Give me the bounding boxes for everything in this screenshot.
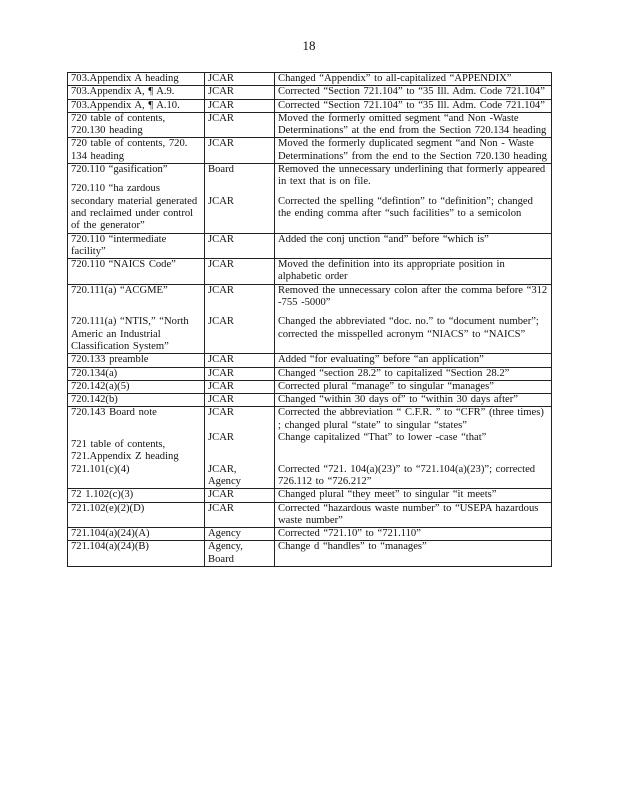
action-cell: Moved the formerly duplicated segment “and Non - Waste Determinations” from the end to the Section 720.130 heading [275,138,552,164]
section-cell: 720.142(a)(5) [68,380,205,393]
section-cell: 703.Appendix A heading [68,73,205,86]
source-cell: JCAR [205,112,275,138]
table-row [68,354,552,367]
table-row [68,73,552,86]
table-row [68,164,552,233]
source-cell: JCAR [205,138,275,164]
section-cell: 721.104(a)(24)(B) [68,541,205,567]
table-row [68,541,552,567]
changes-table [67,72,552,567]
table-row [68,489,552,502]
action-cell: Added the conj unction “and” before “which is” [275,233,552,259]
table-row [68,112,552,138]
action-cell: Changed plural “they meet” to singular “it meets” [275,489,552,502]
section-cell: 720.111(a) “ACGME” 720.111(a) “NTIS,” “North Americ an Industrial Classification System” [68,284,205,353]
section-cell: 720.110 “NAICS Code” [68,259,205,285]
source-cell: JCAR [205,354,275,367]
action-cell: Corrected “hazardous waste number” to “USEPA hazardous waste number” [275,502,552,528]
table-row [68,284,552,353]
source-cell: JCAR [205,489,275,502]
source-cell: JCAR [205,380,275,393]
source-cell: JCAR [205,367,275,380]
action-cell: Corrected “Section 721.104” to “35 Ill. Adm. Code 721.104” [275,99,552,112]
table-row [68,138,552,164]
action-cell: Change d “handles” to “manages” [275,541,552,567]
action-cell: Changed “Appendix” to all-capitalized “APPENDIX” [275,73,552,86]
table-row [68,528,552,541]
action-cell: Moved the formerly omitted segment “and Non -Waste Determinations” at the end from the Section 720.134 heading [275,112,552,138]
action-cell: Corrected “721.10” to “721.110” [275,528,552,541]
section-cell: 720.143 Board note 721 table of contents, 721.Appendix Z heading 721.101(c)(4) [68,407,205,489]
source-cell: JCAR [205,73,275,86]
table-row [68,502,552,528]
source-cell: Board JCAR [205,164,275,233]
section-cell: 720.133 preamble [68,354,205,367]
table-row [68,407,552,489]
table-row [68,380,552,393]
section-cell: 720 table of contents, 720.130 heading [68,112,205,138]
page-number: 18 [302,38,316,53]
action-cell: Changed “section 28.2” to capitalized “Section 28.2” [275,367,552,380]
section-cell: 721.102(e)(2)(D) [68,502,205,528]
action-cell: Corrected “Section 721.104” to “35 Ill. Adm. Code 721.104” [275,86,552,99]
table-row [68,394,552,407]
section-cell: 720.134(a) [68,367,205,380]
section-cell: 703.Appendix A, ¶ A.9. [68,86,205,99]
source-cell: Agency [205,528,275,541]
action-cell: Moved the definition into its appropriate position in alphabetic order [275,259,552,285]
table-row [68,367,552,380]
source-cell: JCAR [205,233,275,259]
section-cell: 720.110 “intermediate facility” [68,233,205,259]
source-cell: JCAR [205,99,275,112]
action-cell: Corrected plural “manage” to singular “manages” [275,380,552,393]
action-cell: Changed “within 30 days of” to “within 30 days after” [275,394,552,407]
source-cell: JCAR JCAR [205,284,275,353]
source-cell: JCAR [205,259,275,285]
source-cell: JCAR [205,394,275,407]
source-cell: JCAR [205,502,275,528]
section-cell: 720.142(b) [68,394,205,407]
action-cell: Added “for evaluating” before “an application” [275,354,552,367]
action-cell: Corrected the abbreviation “ C.F.R. ” to “CFR” (three times) ; changed plural “state” to singular “states” Change capitalized “That” to lower -case “that” Corrected “721. 104(a)(23)” to “721.104(a)(23)”; corrected 726.112 to “726.212” [275,407,552,489]
action-cell: Removed the unnecessary underlining that formerly appeared in text that is on file. Corrected the spelling “defintion” to “definition”; changed the ending comma after “such facilities” to a semicolon [275,164,552,233]
section-cell: 703.Appendix A, ¶ A.10. [68,99,205,112]
section-cell: 72 1.102(c)(3) [68,489,205,502]
action-cell: Removed the unnecessary colon after the comma before “312 -755 -5000” Changed the abbreviated “doc. no.” to “document number”; corrected the misspelled acronym “NIACS” to “NAICS” [275,284,552,353]
section-cell: 720.110 “gasification” 720.110 “ha zardous secondary material generated and reclaimed under control of the generator” [68,164,205,233]
table-row [68,99,552,112]
section-cell: 720 table of contents, 720. 134 heading [68,138,205,164]
table-row [68,259,552,285]
source-cell: JCAR [205,86,275,99]
table-row [68,86,552,99]
source-cell: Agency, Board [205,541,275,567]
section-cell: 721.104(a)(24)(A) [68,528,205,541]
table-row [68,233,552,259]
source-cell: JCAR JCAR JCAR, Agency [205,407,275,489]
